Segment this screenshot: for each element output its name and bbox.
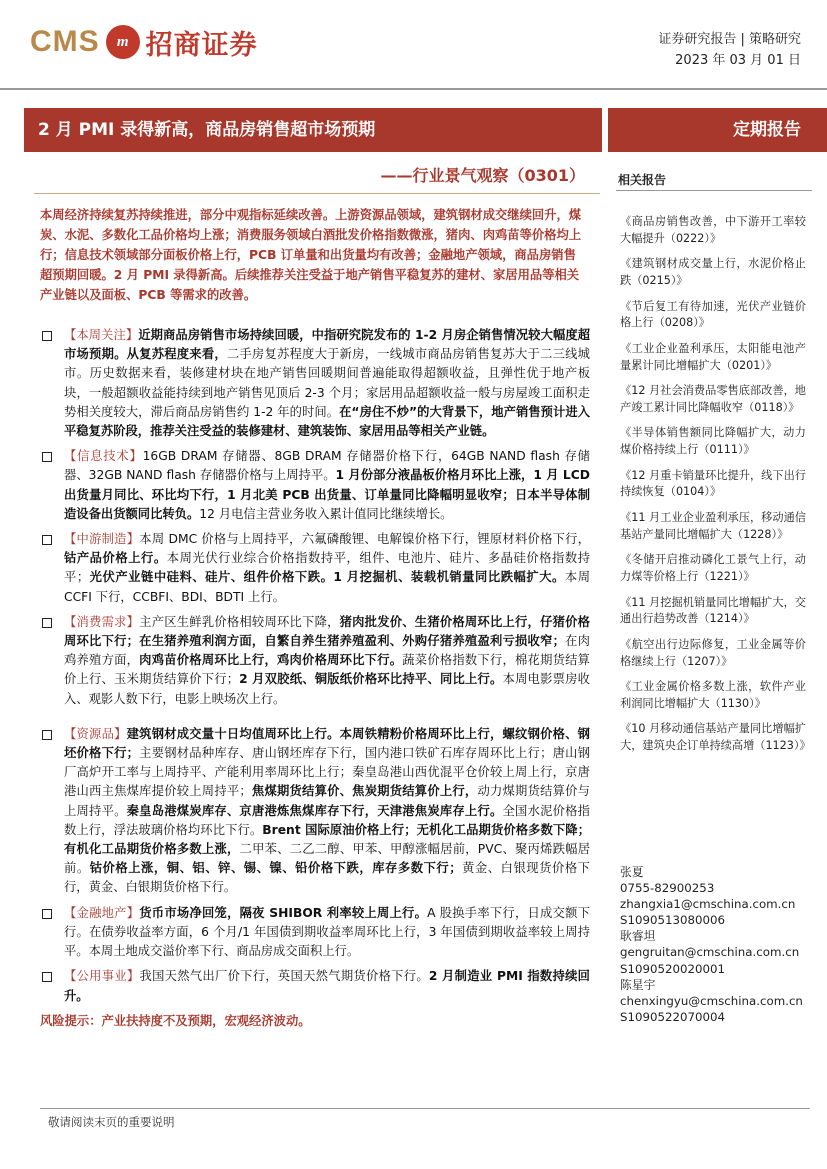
related-reports-list	[620, 214, 811, 764]
key-point-text: A 股换手率下行，日成交额下行。在债券收益率方面，6 个月/1 年国债到期收益率周环比上行，3 年国债到期收益率较上周持平。本周土地成交溢价率下行、商品房成交面积上行。	[64, 905, 590, 959]
related-report-link[interactable]: 《10 月移动通信基站产量同比增幅扩大，建筑央企订单持续高增（1123）》	[620, 722, 811, 753]
report-subtitle: ——行业景气观察（0301）	[380, 166, 585, 185]
key-point-text: 焦煤期货结算价、焦炭期货结算价上行，	[251, 784, 478, 799]
related-reports-heading: 相关报告	[618, 173, 667, 187]
logo-emblem-icon: m	[106, 25, 140, 59]
report-title: 2 月 PMI 录得新高，商品房销售超市场预期	[24, 108, 602, 152]
analyst-email[interactable]: chenxingyu@cmschina.com.cn	[620, 993, 803, 1008]
checkbox-bullet-icon	[42, 909, 52, 919]
key-point-text: 猪肉批发价、生猪价格周环比上行，仔猪价格周环比下行；在生猪养殖利润方面，自繁自养生猪养殖盈利、外购仔猪养殖盈利亏损收窄；	[64, 614, 590, 649]
key-point-text: 主要钢材品种库存、唐山钢坯库存下行，国内港口铁矿石库存周环比上行；唐山钢厂高炉开工率与上周持平、产能利用率周环比上行；	[64, 746, 590, 780]
key-point-text: 主产区生鲜乳价格相较周环比下降，	[139, 614, 340, 629]
key-point-text: 钴价格上涨，铜、铝、锌、锡、镍、铅价格下跌，库存多数下行；	[89, 861, 462, 876]
key-point-text: 货币市场净回笼，隔夜 SHIBOR 利率较上周上行。	[139, 905, 428, 920]
key-point-text: 建筑钢材成交量十日均值周环比上行。本周铁精粉价格周环比上行，螺纹钢价格、钢坯价格下行；	[64, 726, 590, 761]
key-point-item	[40, 904, 590, 962]
key-point-tag: 【资源品】	[64, 726, 127, 741]
key-point-tag: 【公用事业】	[64, 969, 140, 984]
checkbox-bullet-icon	[42, 535, 52, 545]
analyst-cert: S1090513080006	[620, 913, 726, 928]
related-report-link[interactable]: 《11 月挖掘机销量同比增幅扩大，交通出行趋势改善（1214）》	[620, 595, 806, 626]
key-point-text: 本周 DMC 价格与上周持平，六氟磷酸锂、电解镍价格下行，锂原材料价格下行，	[139, 532, 590, 547]
analyst-email[interactable]: zhangxia1@cmschina.com.cn	[620, 897, 796, 912]
related-report-link[interactable]: 《节后复工有待加速，光伏产业链价格上行（0208）》	[620, 299, 806, 330]
key-point-text: 2 月双胶纸、铜版纸价格环比持平、同比上行。	[239, 672, 503, 687]
key-point-text: 在肉鸡养殖方面，	[64, 634, 590, 668]
key-point-item	[40, 326, 590, 441]
analyst-name: 耿睿坦	[620, 929, 656, 944]
logo-chinese-text: 招商证券	[145, 29, 258, 61]
key-point-tag: 【金融地产】	[64, 905, 140, 920]
analyst-cert: S1090522070004	[620, 1009, 726, 1024]
key-point-item	[40, 725, 590, 898]
related-report-link[interactable]: 《建筑钢材成交量上行，水泥价格止跌（0215）》	[620, 257, 806, 288]
key-point-item	[40, 967, 590, 1005]
key-point-text: 本周光伏行业综合价格指数持平，组件、电池片、硅片、多晶硅价格指数持平；	[64, 551, 590, 585]
key-point-text: 肉鸡苗价格周环比上行，鸡肉价格周环比下行。	[139, 653, 403, 668]
key-point-text: 1 月份部分液晶板价格月环比上涨，1 月 LCD 出货量月同比、环比均下行，1 月北美 PCB 出货量、订单量同比降幅明显收窄；日本半导体制造设备出货额同比转负。	[64, 468, 590, 521]
risk-warning: 风险提示：产业扶持度不及预期，宏观经济波动。	[40, 1013, 311, 1028]
analyst-info	[620, 864, 810, 1025]
logo-latin-text: CMS	[30, 25, 100, 58]
related-report-link[interactable]: 《工业金属价格多数上涨，软件产业利润同比增幅扩大（1130）》	[620, 680, 806, 710]
checkbox-bullet-icon	[42, 730, 52, 740]
key-point-tag: 【消费需求】	[64, 614, 140, 629]
report-date: 2023 年 03 月 01 日	[675, 53, 801, 68]
related-report-link[interactable]: 《工业企业盈利承压，太阳能电池产量累计同比增幅扩大（0201）》	[620, 341, 806, 372]
checkbox-bullet-icon	[42, 331, 52, 341]
key-point-text: Brent 国际原油价格上行；无机化工品期货价格多数下降；有机化工品期货价格多数上涨，	[64, 822, 590, 857]
company-logo	[30, 20, 258, 64]
header-divider	[0, 88, 827, 90]
key-point-item	[40, 530, 590, 607]
key-point-text: 16GB DRAM 存储器、8GB DRAM 存储器价格下行，64GB NAND flash 存储器、32GB NAND flash 存储器价格与上周持平。	[64, 449, 590, 483]
analyst-phone: 0755-82900253	[620, 881, 715, 896]
related-report-link[interactable]: 《航空出行边际修复，工业金属等价格继续上行（1207）》	[620, 637, 806, 668]
key-point-text: 秦皇岛港山西优混平仓价较上周上行，京唐港山西主焦煤库提价较上周持平；	[64, 765, 590, 799]
key-point-text: 动力煤期货结算价与上周持平。	[64, 784, 590, 818]
checkbox-bullet-icon	[42, 452, 52, 462]
key-point-text: 钴产品价格上行。	[64, 551, 167, 566]
key-point-text: 全国水泥价格指数上行，浮法玻璃价格均环比下行。	[64, 803, 590, 837]
related-report-link[interactable]: 《12 月社会消费品零售底部改善，地产竣工累计同比降幅收窄（0118）》	[620, 384, 806, 414]
key-point-text: 蔬菜价格指数下行，棉花期货结算价上行、玉米期货结算价下行；	[64, 653, 590, 687]
key-point-tag: 【信息技术】	[64, 449, 143, 464]
key-point-tag: 【中游制造】	[64, 532, 140, 547]
footer-divider	[40, 1108, 810, 1109]
footer-note: 敬请阅读末页的重要说明	[48, 1115, 175, 1129]
key-point-text: 二手房复苏程度大于新房，一线城市商品房销售复苏大于二三线城市。历史数据来看，装修建材块在地产销售回暖期间普遍能取得超额收益，且弹性优于地产板块，一般超额收益能持续到地产销售见顶后 2-3 个月；家居用品超额收益一般与房屋竣工面积走势相关度较大，滞后商品房销售约 1-2 年的时间。	[64, 347, 590, 419]
analyst-email[interactable]: gengruitan@cmschina.com.cn	[620, 945, 800, 960]
key-point-item	[40, 613, 590, 709]
key-point-text: 本周 CCFI 下行，CCBFI、BDI、BDTI 上行。	[64, 570, 590, 604]
report-category: 证券研究报告 | 策略研究	[658, 32, 801, 47]
key-point-text: 本周电影票房收入、观影人数下行，电影上映场次上行。	[64, 672, 590, 706]
analyst-cert: S1090520020001	[620, 961, 726, 976]
analyst-name: 张夏	[620, 865, 644, 879]
summary-paragraph: 本周经济持续复苏持续推进，部分中观指标延续改善。上游资源品领域，建筑钢材成交继续回升，煤炭、水泥、多数化工品价格均上涨；消费服务领域白酒批发价格指数微涨，猪肉、肉鸡苗等价格均上行；信息技术领域部分面板价格上行，PCB 订单量和出货量均有改善；金融地产领域，商品房销售超预期回暖。2 月 PMI 录得新高。后续推荐关注受益于地产销售平稳复苏的建材、家居用品等相关产业链以及面板、PCB 等需求的改善。	[40, 208, 582, 302]
key-point-text: 黄金、白银现货价格下行，黄金、白银期货价格下行。	[64, 861, 590, 895]
report-type-label: 定期报告	[608, 108, 827, 152]
key-point-text: 二甲苯、二乙二醇、甲苯、甲醇涨幅居前，PVC、聚丙烯跌幅居前。	[64, 842, 590, 876]
key-point-text: 2 月制造业 PMI 指数持续回升。	[64, 969, 590, 1003]
checkbox-bullet-icon	[42, 972, 52, 982]
key-point-text: 我国天然气出厂价下行，英国天然气期货价格下行。	[139, 969, 429, 984]
key-point-text: 秦皇岛港煤炭库存、京唐港炼焦煤库存下行，天津港焦炭库存上行。	[126, 803, 503, 818]
related-divider	[616, 190, 812, 191]
related-report-link[interactable]: 《12 月重卡销量环比提升，线下出行持续恢复（0104）》	[620, 468, 806, 499]
analyst-name: 陈星宇	[620, 977, 656, 992]
key-point-text: 近期商品房销售市场持续回暖，中指研究院发布的 1-2 月房企销售情况较大幅度超市场预期。从复苏程度来看，	[64, 328, 590, 362]
key-point-text: 在“房住不炒”的大背景下，地产销售预计进入平稳复苏阶段，推荐关注受益的装修建材、建筑装饰、家居用品等相关产业链。	[64, 404, 590, 439]
related-report-link[interactable]: 《半导体销售额同比降幅扩大，动力煤价格持续上行（0111）》	[620, 426, 806, 457]
key-point-text: 光伏产业链中硅料、硅片、组件价格下跌。1 月挖掘机、装载机销量同比跌幅扩大。	[89, 570, 565, 585]
related-report-link[interactable]: 《冬储开启推动磷化工景气上行，动力煤等价格上行（1221）》	[620, 553, 806, 584]
checkbox-bullet-icon	[42, 618, 52, 628]
key-point-tag: 【本周关注】	[64, 328, 139, 342]
key-point-text: 12 月电信主营业务收入累计值同比继续增长。	[199, 506, 453, 521]
header-meta	[658, 29, 801, 71]
related-report-link[interactable]: 《11 月工业企业盈利承压，移动通信基站产量同比增幅扩大（1228）》	[620, 510, 806, 541]
subtitle-divider	[34, 193, 600, 194]
key-points-list	[40, 326, 590, 1031]
related-report-link[interactable]: 《商品房销售改善，中下游开工率较大幅提升（0222）》	[620, 215, 806, 245]
key-point-item	[40, 447, 590, 524]
